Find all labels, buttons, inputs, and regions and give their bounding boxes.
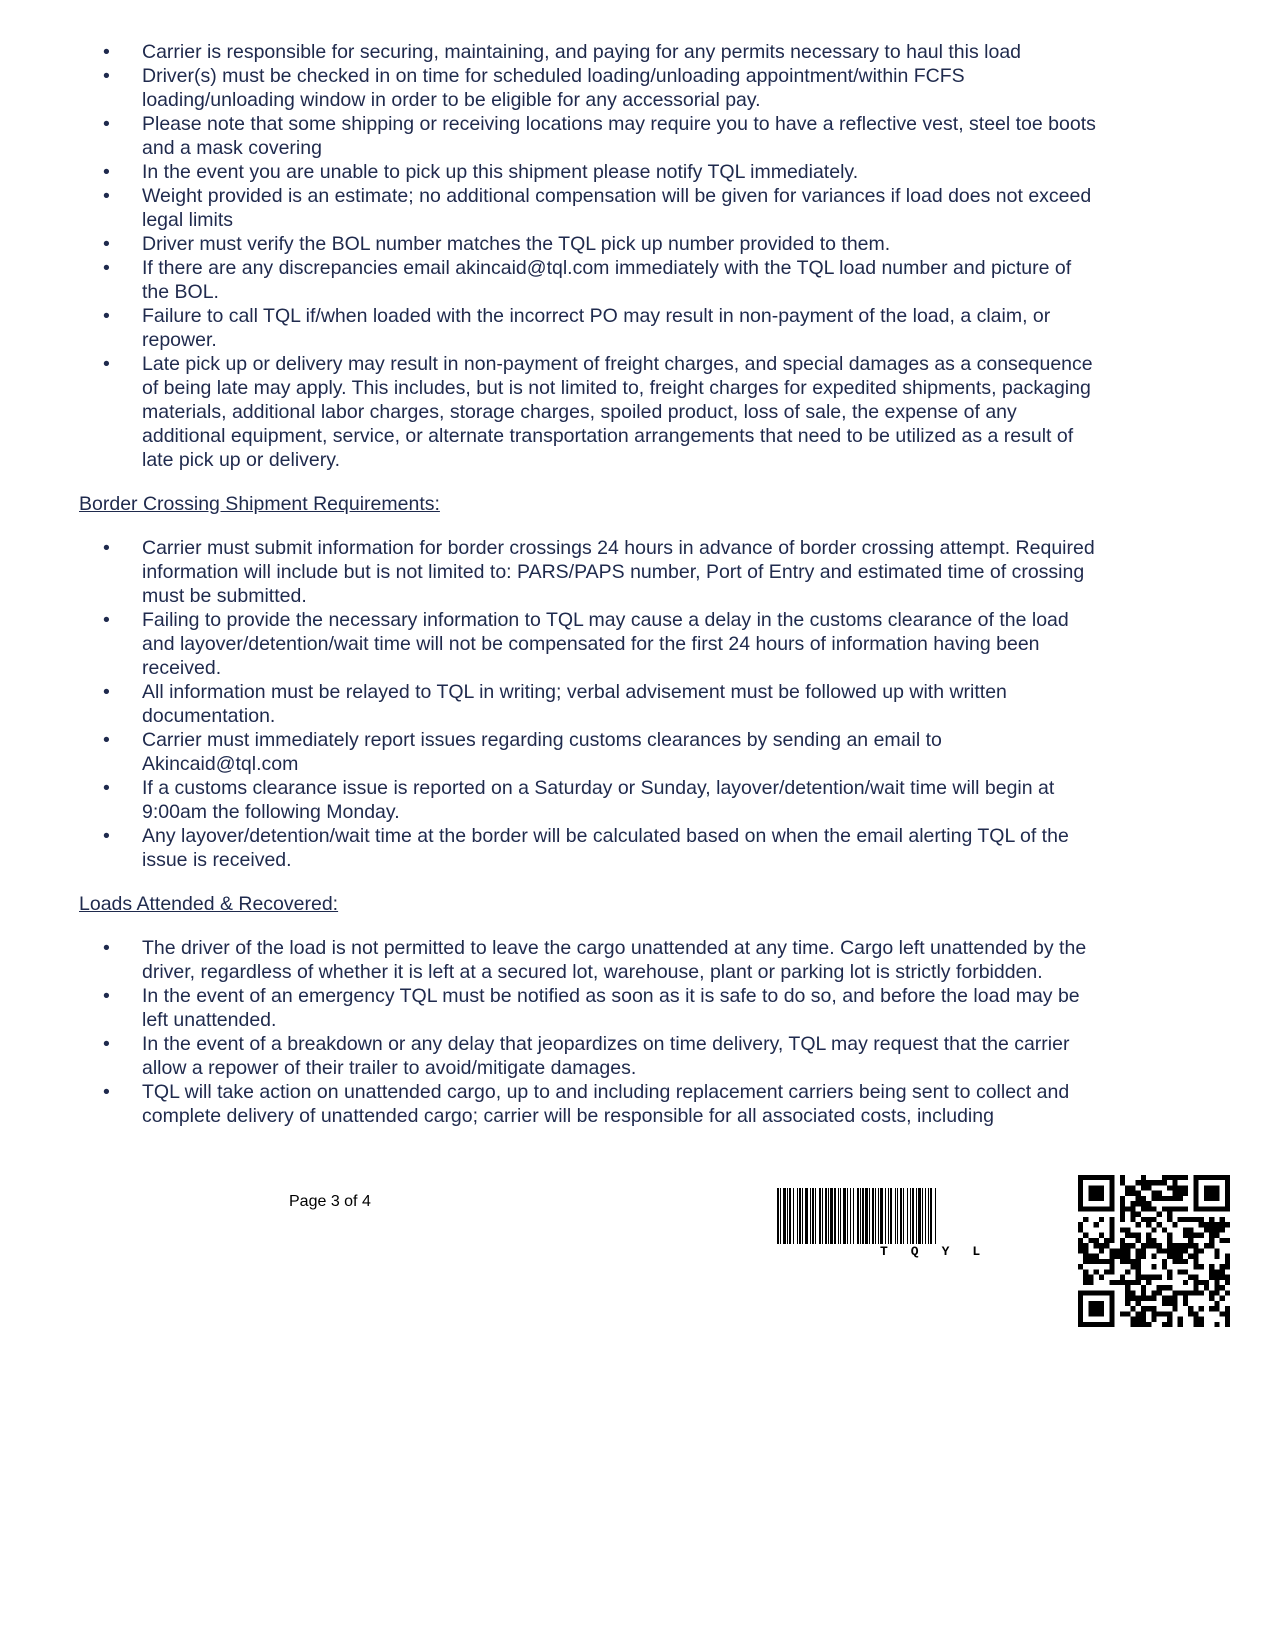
list-item: • Driver must verify the BOL number matches the TQL pick up number provided to them. [79, 232, 1099, 256]
list-item: • In the event of a breakdown or any delay that jeopardizes on time delivery, TQL may request that the carrier allow a repower of their trailer to avoid/mitigate damages. [79, 1032, 1099, 1080]
list-item: • Carrier is responsible for securing, maintaining, and paying for any permits necessary to haul this load [79, 40, 1099, 64]
list-item: • Please note that some shipping or receiving locations may require you to have a reflective vest, steel toe boots and a mask covering [79, 112, 1099, 160]
barcode-caption: TQYL [880, 1244, 1004, 1259]
border-crossing-heading: Border Crossing Shipment Requirements: [79, 493, 440, 515]
list-item: • Failure to call TQL if/when loaded with the incorrect PO may result in non-payment of the load, a claim, or repower. [79, 304, 1099, 352]
list-item: • If a customs clearance issue is reported on a Saturday or Sunday, layover/detention/wait time will begin at 9:00am the following Monday. [79, 776, 1099, 824]
list-item: • TQL will take action on unattended cargo, up to and including replacement carriers being sent to collect and complete delivery of unattended cargo; carrier will be responsible for all associated costs, including [79, 1080, 1099, 1128]
list-item: • Carrier must submit information for border crossings 24 hours in advance of border crossing attempt. Required information will include but is not limited to: PARS/PAPS number, Port of Entry and estimated time of crossing must be submitted. [79, 536, 1099, 608]
list-item: • Failing to provide the necessary information to TQL may cause a delay in the customs clearance of the load and layover/detention/wait time will not be compensated for the first 24 hours of information having been received. [79, 608, 1099, 680]
page-number: Page 3 of 4 [289, 1193, 371, 1210]
barcode-image [777, 1188, 1063, 1246]
list-item: • If there are any discrepancies email akincaid@tql.com immediately with the TQL load number and picture of the BOL. [79, 256, 1099, 304]
loads-attended-heading: Loads Attended & Recovered: [79, 893, 339, 915]
list-item: • The driver of the load is not permitted to leave the cargo unattended at any time. Cargo left unattended by the driver, regardless of whether it is left at a secured lot, warehouse, plant or parking lot is strictly forbidden. [79, 936, 1099, 984]
border-crossing-list [79, 536, 1099, 872]
general-requirements-list [79, 40, 1099, 472]
list-item: • Carrier must immediately report issues regarding customs clearances by sending an email to Akincaid@tql.com [79, 728, 1099, 776]
loads-attended-list [79, 936, 1099, 1128]
list-item: • In the event you are unable to pick up this shipment please notify TQL immediately. [79, 160, 1099, 184]
list-item: • In the event of an emergency TQL must be notified as soon as it is safe to do so, and before the load may be left unattended. [79, 984, 1099, 1032]
list-item: • Late pick up or delivery may result in non-payment of freight charges, and special damages as a consequence of being late may apply. This includes, but is not limited to, freight charges for expedited shipments, packaging materials, additional labor charges, storage charges, spoiled product, loss of sale, the expense of any additional equipment, service, or alternate transportation arrangements that need to be utilized as a result of late pick up or delivery. [79, 352, 1099, 472]
qr-code-image [1078, 1175, 1230, 1327]
list-item: • Any layover/detention/wait time at the border will be calculated based on when the email alerting TQL of the issue is received. [79, 824, 1099, 872]
list-item: • Driver(s) must be checked in on time for scheduled loading/unloading appointment/within FCFS loading/unloading window in order to be eligible for any accessorial pay. [79, 64, 1099, 112]
list-item: • All information must be relayed to TQL in writing; verbal advisement must be followed up with written documentation. [79, 680, 1099, 728]
document-body [79, 40, 1099, 1128]
list-item: • Weight provided is an estimate; no additional compensation will be given for variances if load does not exceed legal limits [79, 184, 1099, 232]
